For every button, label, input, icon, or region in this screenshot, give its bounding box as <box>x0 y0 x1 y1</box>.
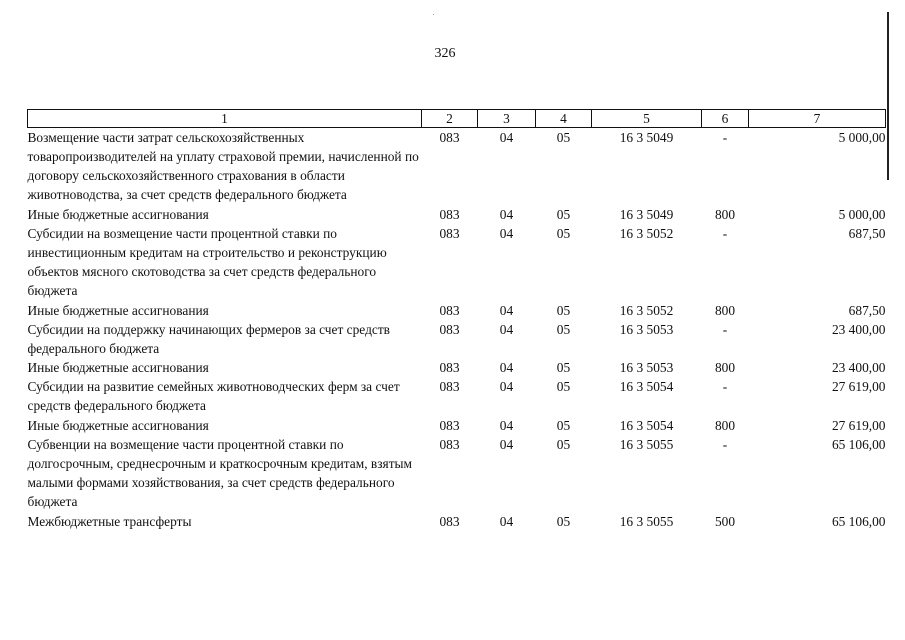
row-name: Иные бюджетные ассигнования <box>27 418 209 433</box>
col-header-7: 7 <box>749 110 886 128</box>
row-name: Иные бюджетные ассигнования <box>27 207 209 222</box>
row-csr: 16 3 5052 <box>619 303 674 318</box>
row-sum: 23 400,00 <box>831 322 886 337</box>
row-pr: 05 <box>556 418 571 433</box>
row-name: Субвенции на возмещение части процентной ставки по долгосрочным, среднесрочным и краткосрочным кредитам, взятым малыми формами хозяйствования, за счет средств федерального бюджета <box>27 437 413 509</box>
row-pr: 05 <box>556 226 571 241</box>
table-row <box>28 415 886 435</box>
row-vr: 800 <box>714 360 736 375</box>
row-vr: 800 <box>714 303 736 318</box>
row-csr: 16 3 5053 <box>619 322 674 337</box>
row-ved: 083 <box>439 322 460 337</box>
row-ved: 083 <box>439 379 460 394</box>
table-row <box>28 224 886 300</box>
row-name: Межбюджетные трансферты <box>27 514 192 529</box>
row-vr: - <box>722 226 728 241</box>
row-ved: 083 <box>439 360 460 375</box>
row-rz: 04 <box>499 303 514 318</box>
row-sum: 23 400,00 <box>831 360 886 375</box>
row-csr: 16 3 5054 <box>619 418 674 433</box>
row-pr: 05 <box>556 207 571 222</box>
table-row <box>28 377 886 415</box>
row-csr: 16 3 5055 <box>619 437 674 452</box>
row-pr: 05 <box>556 360 571 375</box>
row-rz: 04 <box>499 360 514 375</box>
row-vr: - <box>722 437 728 452</box>
row-sum: 687,50 <box>848 226 886 241</box>
page-edge-rule <box>887 12 889 180</box>
row-ved: 083 <box>439 303 460 318</box>
row-csr: 16 3 5049 <box>619 207 674 222</box>
row-pr: 05 <box>556 130 571 145</box>
row-name: Иные бюджетные ассигнования <box>27 360 209 375</box>
row-vr: - <box>722 322 728 337</box>
row-pr: 05 <box>556 322 571 337</box>
row-sum: 5 000,00 <box>838 130 886 145</box>
table-row <box>28 204 886 224</box>
row-rz: 04 <box>499 514 514 529</box>
row-csr: 16 3 5052 <box>619 226 674 241</box>
row-vr: 800 <box>714 207 736 222</box>
row-name: Субсидии на возмещение части процентной ставки по инвестиционным кредитам на строительство и реконструкцию объектов мясного скотоводства за счет средств федерального бюджета <box>27 226 387 298</box>
row-ved: 083 <box>439 226 460 241</box>
row-pr: 05 <box>556 303 571 318</box>
row-vr: - <box>722 130 728 145</box>
row-vr: 800 <box>714 418 736 433</box>
row-csr: 16 3 5049 <box>619 130 674 145</box>
row-pr: 05 <box>556 514 571 529</box>
row-name: Иные бюджетные ассигнования <box>27 303 209 318</box>
table-row <box>28 511 886 531</box>
table-row <box>28 320 886 358</box>
page-number: 326 <box>434 46 456 61</box>
col-header-3: 3 <box>478 110 536 128</box>
row-rz: 04 <box>499 207 514 222</box>
col-header-2: 2 <box>422 110 478 128</box>
budget-table <box>27 109 886 531</box>
row-sum: 687,50 <box>848 303 886 318</box>
row-csr: 16 3 5053 <box>619 360 674 375</box>
scan-mark <box>433 14 434 15</box>
row-rz: 04 <box>499 418 514 433</box>
row-ved: 083 <box>439 514 460 529</box>
row-sum: 27 619,00 <box>831 379 886 394</box>
row-ved: 083 <box>439 418 460 433</box>
row-rz: 04 <box>499 437 514 452</box>
row-rz: 04 <box>499 130 514 145</box>
row-sum: 65 106,00 <box>831 437 886 452</box>
col-header-4: 4 <box>536 110 592 128</box>
row-pr: 05 <box>556 379 571 394</box>
table-row <box>28 358 886 377</box>
table-row <box>28 435 886 511</box>
row-sum: 65 106,00 <box>831 514 886 529</box>
row-rz: 04 <box>499 226 514 241</box>
row-sum: 5 000,00 <box>838 207 886 222</box>
table-header-row <box>28 110 886 128</box>
row-sum: 27 619,00 <box>831 418 886 433</box>
col-header-5: 5 <box>592 110 702 128</box>
row-ved: 083 <box>439 130 460 145</box>
row-ved: 083 <box>439 437 460 452</box>
row-ved: 083 <box>439 207 460 222</box>
row-csr: 16 3 5054 <box>619 379 674 394</box>
row-csr: 16 3 5055 <box>619 514 674 529</box>
row-name: Субсидии на развитие семейных животноводческих ферм за счет средств федерального бюджета <box>27 379 400 413</box>
table-row <box>28 128 886 205</box>
row-vr: 500 <box>714 514 736 529</box>
row-pr: 05 <box>556 437 571 452</box>
col-header-1: 1 <box>28 110 422 128</box>
row-rz: 04 <box>499 322 514 337</box>
table-row <box>28 300 886 320</box>
row-name: Возмещение части затрат сельскохозяйственных товаропроизводителей на уплату страховой премии, начисленной по договору сельскохозяйственного страхования в области животноводства, за счет средств федерального бюджета <box>27 130 419 202</box>
row-rz: 04 <box>499 379 514 394</box>
row-name: Субсидии на поддержку начинающих фермеров за счет средств федерального бюджета <box>27 322 391 356</box>
row-vr: - <box>722 379 728 394</box>
col-header-6: 6 <box>702 110 749 128</box>
